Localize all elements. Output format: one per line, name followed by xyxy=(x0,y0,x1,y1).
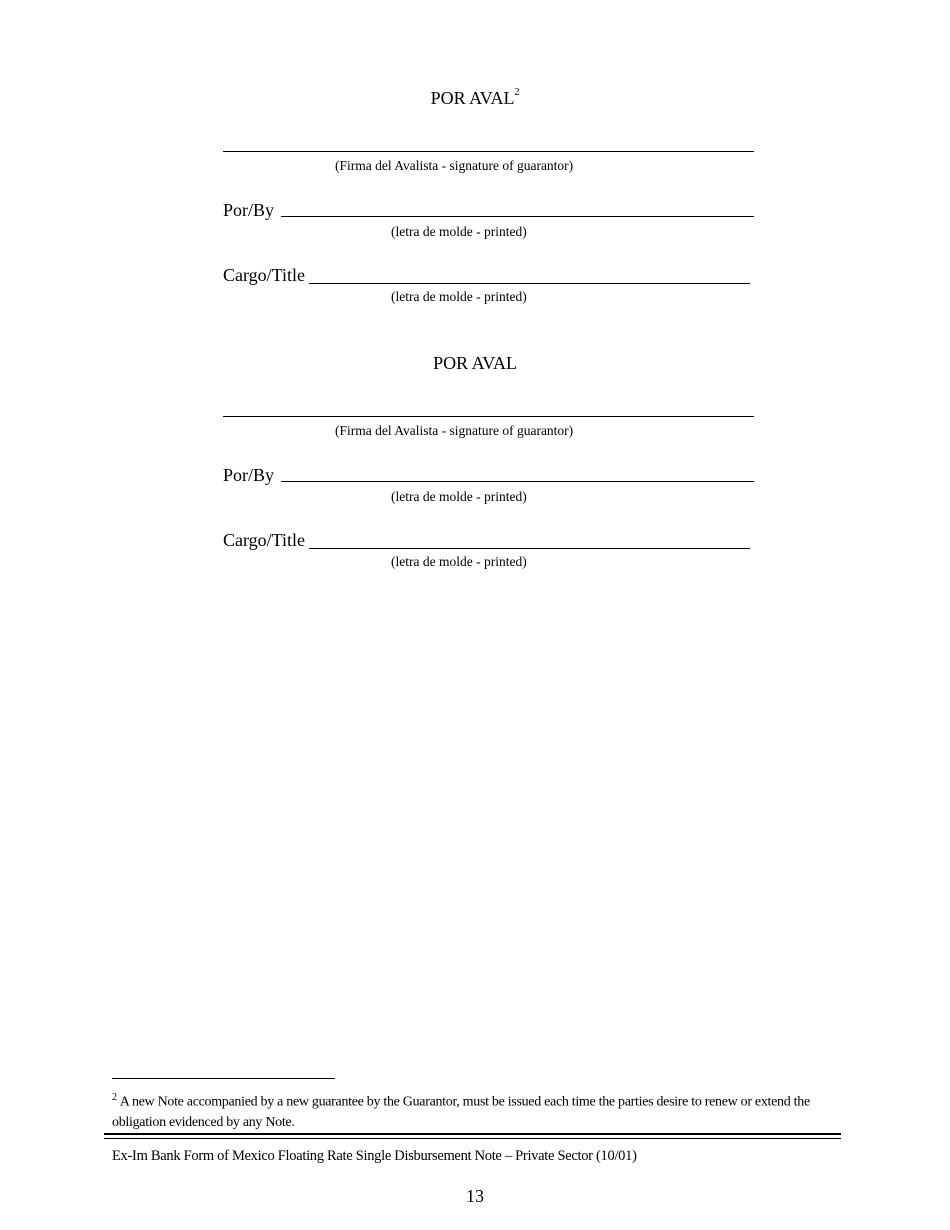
by-field-line xyxy=(281,481,754,482)
by-label: Por/By xyxy=(223,465,275,485)
footnote-reference[interactable]: 2 xyxy=(514,87,520,98)
title-caption: (letra de molde - printed) xyxy=(391,554,527,569)
footnote-separator xyxy=(112,1078,335,1079)
by-field-line xyxy=(281,216,754,217)
title-label: Cargo/Title xyxy=(223,265,306,285)
title-field-line xyxy=(309,548,750,549)
guarantee-heading: POR AVAL$^2$ xyxy=(430,87,520,108)
footnote xyxy=(112,1088,847,1133)
by-label: Por/By xyxy=(223,200,275,220)
guarantee-heading: POR AVAL xyxy=(433,353,517,373)
footer-text: Ex-Im Bank Form of Mexico Floating Rate Single Disbursement Note – Private Sector (10/01) xyxy=(112,1148,637,1164)
guarantor-signature-line xyxy=(223,416,754,417)
signature-caption: (Firma del Avalista - signature of guarantor) xyxy=(335,423,574,438)
title-caption: (letra de molde - printed) xyxy=(391,289,527,304)
title-label: Cargo/Title xyxy=(223,530,306,550)
signature-caption: (Firma del Avalista - signature of guarantor) xyxy=(335,158,574,173)
footnote-text: A new Note accompanied by a new guarantee by the Guarantor, must be issued each time the parties desire to renew or extend the obligation evidenced by any Note. xyxy=(112,1094,810,1130)
guarantor-signature-line xyxy=(223,151,754,152)
footer-rule-thin xyxy=(104,1138,841,1139)
title-field-line xyxy=(309,283,750,284)
footer-rule-thick xyxy=(104,1133,841,1135)
by-caption: (letra de molde - printed) xyxy=(391,489,527,504)
footnote-number: 2 xyxy=(112,1092,117,1103)
by-caption: (letra de molde - printed) xyxy=(391,224,527,239)
page-number: 13 xyxy=(466,1186,484,1206)
